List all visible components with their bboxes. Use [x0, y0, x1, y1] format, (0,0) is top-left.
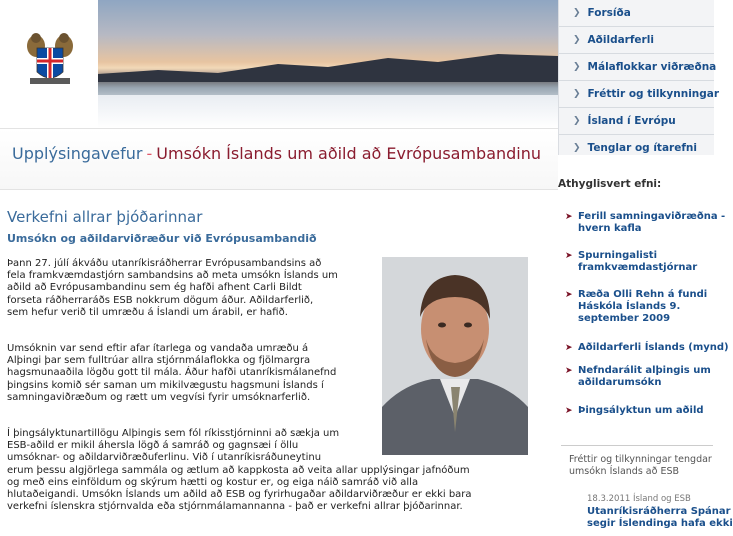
- sidebar-link-committee-report[interactable]: ➤ Nefndarálit alþingis um aðildarumsókn: [565, 365, 711, 388]
- news-date: 18.3.2011 Ísland og ESB: [587, 494, 691, 504]
- nav-item-news[interactable]: ❯ Fréttir og tilkynningar: [559, 81, 714, 108]
- article-paragraph-1: Þann 27. júlí ákváðu utanríkisráðherrar Evrópusambandsins að fela framkvæmdastjórn sambandsins að meta umsókn Íslands um aðild að Evrópusambandinu sem ég hafði afhent Carli Bildt forseta ráðherraráðs ESB nokkrum dögum áður. Aðildarferlið, sem hefur verið til umræðu á Íslandi um árabil, er hafið.: [7, 258, 338, 318]
- article-paragraph-2: Umsóknin var send eftir afar ítarlega og vandaða umræðu á Alþingi þar sem fulltrúar allra stjórnmálaflokka og fjölmargra hagsmunaaðila lögðu gott til mála. Áður hafði utanríkismálanefnd þingsins komið sér saman um mikilvægustu hagsmuni Íslands í samningaviðræðum og rætt um vegvísi fyrir umsóknarferlið.: [7, 343, 337, 403]
- site-title: Upplýsingavefur - Umsókn Íslands um aðild að Evrópusambandinu: [12, 144, 542, 163]
- site-subject-title: Umsókn Íslands um aðild að Evrópusambandinu: [156, 144, 542, 163]
- sidebar-heading: Athyglisvert efni:: [558, 178, 662, 190]
- nav-item-home[interactable]: ❯ Forsíða: [559, 0, 714, 27]
- main-navigation: [558, 0, 720, 155]
- news-headline-link[interactable]: Utanríkisráðherra Spánar segir Íslendinga hafa ekki: [587, 506, 733, 529]
- arrow-right-icon: ➤: [565, 406, 573, 416]
- arrow-right-icon: ➤: [565, 366, 573, 376]
- minister-portrait-photo: [382, 257, 528, 455]
- coat-of-arms-logo[interactable]: [22, 28, 78, 90]
- sidebar-link-questionnaire[interactable]: ➤ Spurningalisti framkvæmdastjórnar: [565, 250, 698, 273]
- sidebar-link-olli-rehn-speech[interactable]: ➤ Ræða Olli Rehn á fundi Háskóla Íslands 9. september 2009: [565, 289, 708, 324]
- header-landscape-photo: [98, 0, 558, 100]
- nav-item-links[interactable]: ❯ Tenglar og ítarefni: [573, 142, 697, 154]
- arrow-icon: ❯: [573, 89, 581, 99]
- news-box: [561, 445, 733, 536]
- sidebar-link-parliament-resolution[interactable]: ➤ Þingsályktun um aðild: [565, 405, 704, 416]
- site-title-bar: [0, 128, 558, 190]
- arrow-right-icon: ➤: [565, 251, 573, 261]
- site-header: [0, 0, 558, 128]
- article-paragraph-3: Í þingsályktunartillögu Alþingis sem fól ríkisstjórninni að sækja um ESB-aðild er mikil áhersla lögð á samráð og gagnsæi í öllu umsóknar- og aðildarviðræðuferlinu. Við í utanríkisráðuneytinu erum þessu algjörlega sammála og ætlum að kappkosta að veita allar upplýsingar jafnóðum og með eins einföldum og skýrum hætti og kostur er, og eiga náið samráð við alla hlutaðeigandi. Umsókn Íslands um aðild að ESB og fyrirhugaðar aðildarviðræður er ekki bara verkefni íslenskra stjórnvalda eða stjórnmálamannanna - það er verkefni allrar þjóðarinnar.: [7, 428, 472, 513]
- arrow-icon: ❯: [573, 143, 581, 153]
- sidebar-link-negotiation-progress[interactable]: ➤ Ferill samningaviðræðna - hvern kafla: [565, 211, 726, 234]
- nav-item-negotiation-topics[interactable]: ❯ Málaflokkar viðræðna: [559, 54, 714, 81]
- arrow-right-icon: ➤: [565, 290, 573, 300]
- article-subheading: Umsókn og aðildarviðræður við Evrópusambandið: [7, 232, 317, 245]
- arrow-right-icon: ➤: [565, 212, 573, 222]
- article-heading: Verkefni allrar þjóðarinnar: [7, 208, 203, 226]
- arrow-icon: ❯: [573, 116, 581, 126]
- arrow-right-icon: ➤: [565, 343, 573, 353]
- site-section-label[interactable]: Upplýsingavefur: [12, 144, 143, 163]
- arrow-icon: ❯: [573, 62, 581, 72]
- sidebar-link-accession-diagram[interactable]: ➤ Aðildarferli Íslands (mynd): [565, 342, 729, 353]
- nav-item-iceland-in-europe[interactable]: ❯ Ísland í Evrópu: [559, 108, 714, 135]
- arrow-icon: ❯: [573, 35, 581, 45]
- nav-item-accession-process[interactable]: ❯ Aðildarferli: [559, 27, 714, 54]
- news-description: Fréttir og tilkynningar tengdar umsókn Íslands að ESB: [569, 454, 712, 477]
- arrow-icon: ❯: [573, 8, 581, 18]
